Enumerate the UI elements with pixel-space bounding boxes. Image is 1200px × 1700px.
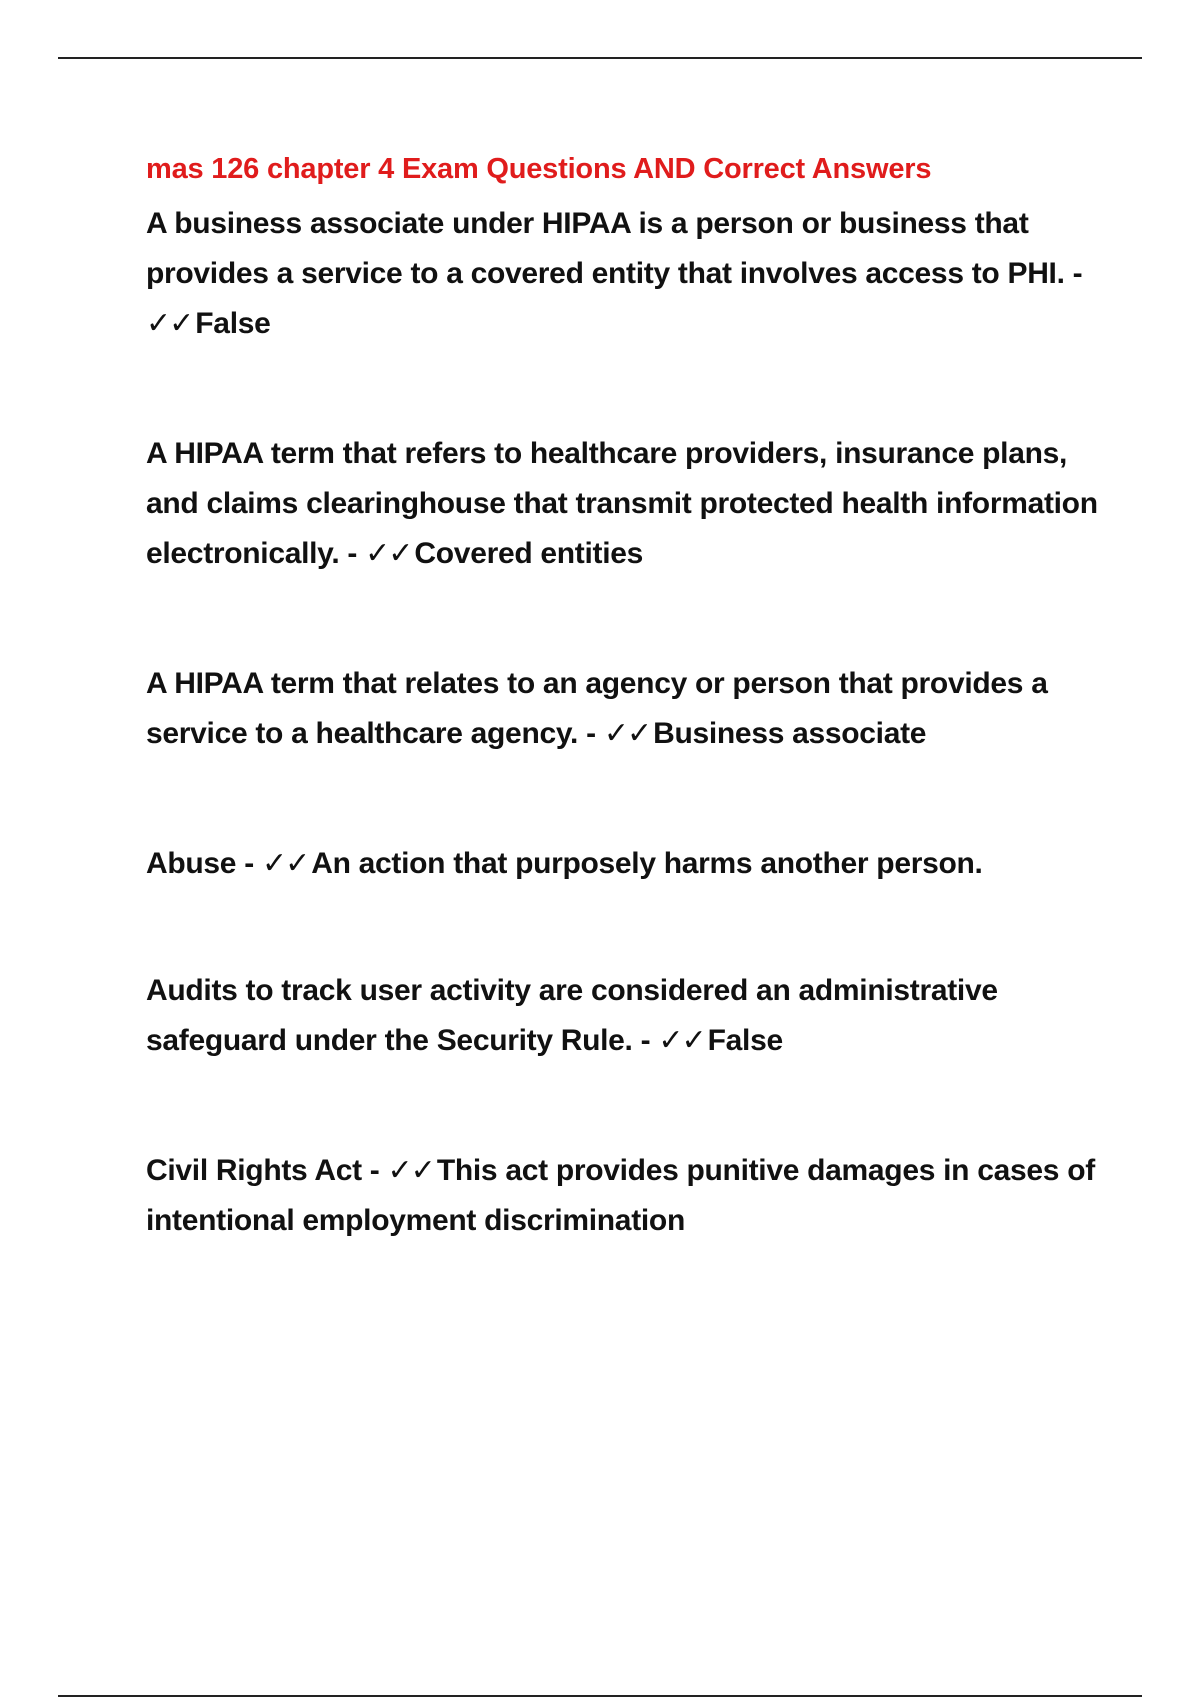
double-check-icon: ✓✓ <box>603 716 651 751</box>
qa-item <box>146 659 1106 759</box>
question-text: A HIPAA term that relates to an agency or person that provides a service to a healthcare agency. - <box>146 667 1048 750</box>
question-text: A HIPAA term that refers to healthcare providers, insurance plans, and claims clearinghouse that transmit protected health information electronically. - <box>146 437 1098 570</box>
header-rule <box>58 57 1142 59</box>
question-text: Audits to track user activity are considered an administrative safeguard under the Security Rule. - <box>146 974 998 1057</box>
double-check-icon: ✓✓ <box>387 1153 434 1188</box>
document-title: mas 126 chapter 4 Exam Questions AND Correct Answers <box>146 153 932 185</box>
double-check-icon: ✓✓ <box>658 1023 705 1058</box>
qa-item <box>146 1146 1106 1246</box>
double-check-icon: ✓✓ <box>146 306 193 341</box>
double-check-icon: ✓✓ <box>261 846 309 881</box>
double-check-icon: ✓✓ <box>365 536 412 571</box>
document-body <box>146 145 1106 1246</box>
answer-text: False <box>195 307 271 340</box>
answer-text: An action that purposely harms another person. <box>311 847 983 880</box>
qa-item <box>146 839 1106 889</box>
question-text: Civil Rights Act - <box>146 1154 388 1187</box>
question-text: A business associate under HIPAA is a person or business that provides a service to a covered entity that involves access to PHI. - <box>146 207 1083 290</box>
answer-text: Business associate <box>653 717 927 750</box>
question-text: Abuse - <box>146 847 262 880</box>
qa-item <box>146 429 1106 579</box>
qa-item <box>146 966 1106 1066</box>
answer-text: False <box>707 1024 783 1057</box>
answer-text: Covered entities <box>414 537 644 570</box>
qa-item <box>146 199 1106 349</box>
footer-rule <box>58 1695 1142 1697</box>
answer-text: This act provides punitive damages in cases of intentional employment discrimination <box>146 1154 1095 1237</box>
